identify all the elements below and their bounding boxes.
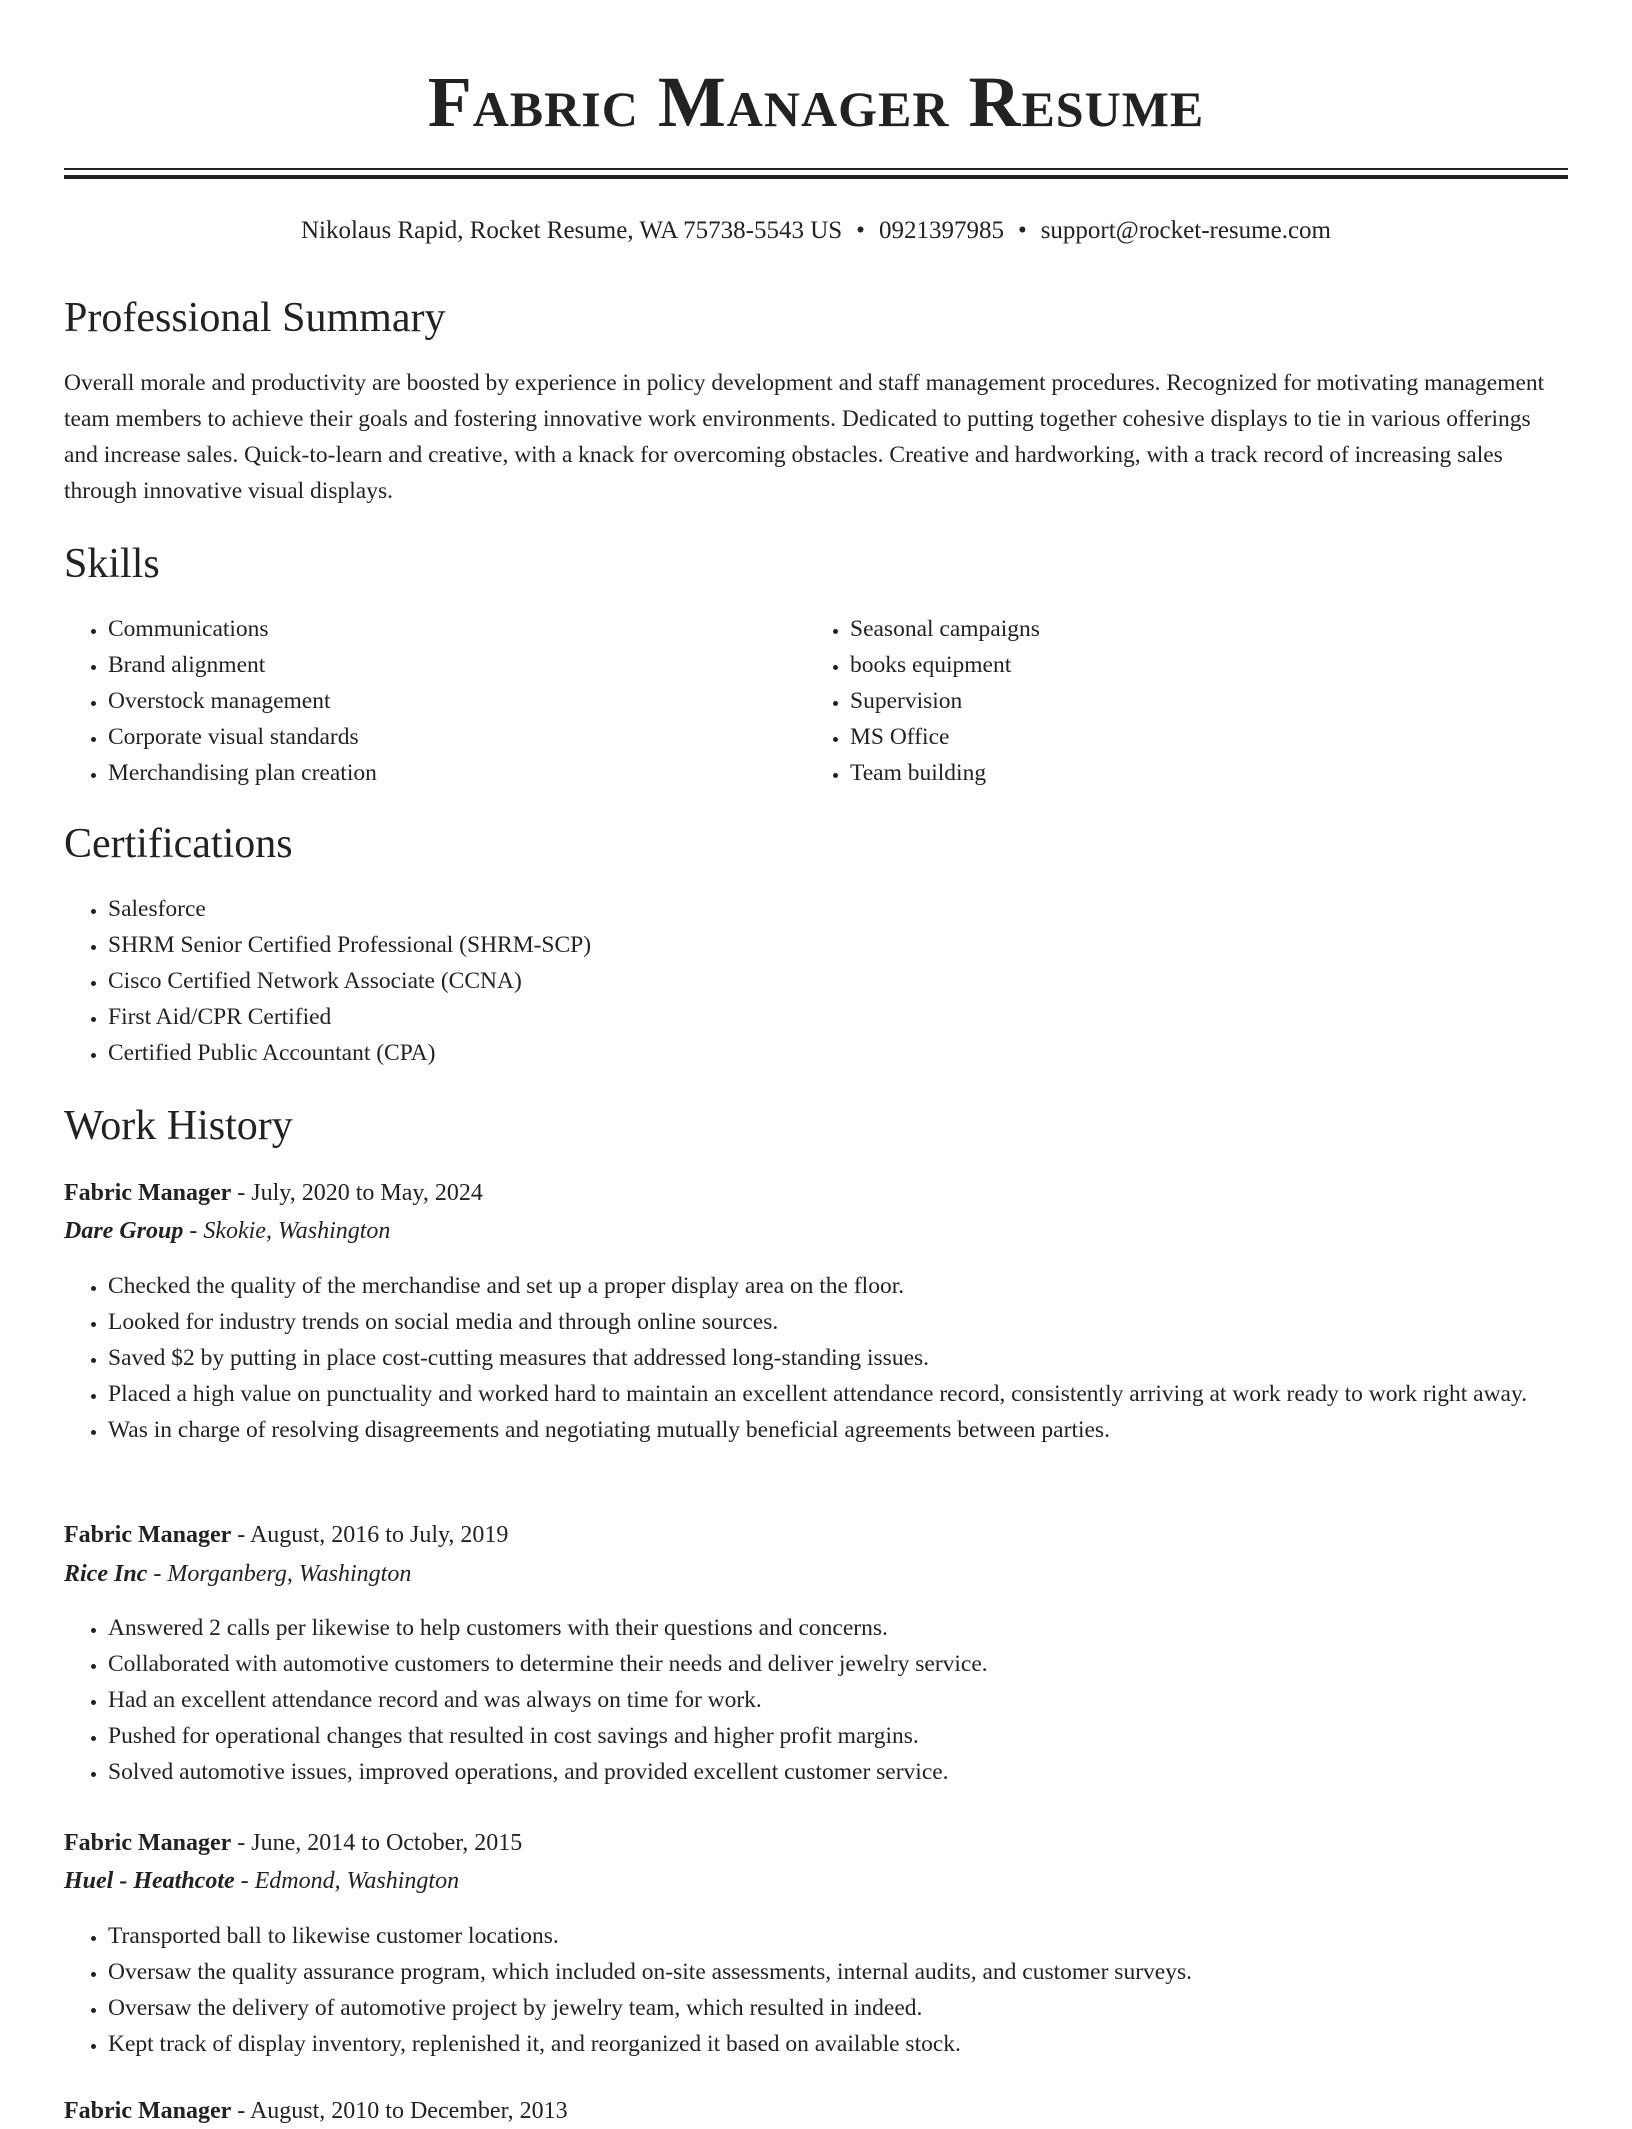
job-title: Fabric Manager — [64, 1180, 232, 1206]
job-bullet: • Answered 2 calls per likewise to help customers with their questions and concerns. — [108, 1610, 1568, 1646]
resume-title: Fabric Manager Resume — [427, 62, 1205, 142]
job-title: Fabric Manager — [64, 2098, 232, 2124]
job-bullet: • Looked for industry trends on social media and through online sources. — [108, 1304, 1568, 1340]
job-bullet: • Oversaw the quality assurance program, which included on-site assessments, internal audits, and customer surveys. — [108, 1954, 1568, 1990]
company-name: Dare Group — [64, 1218, 184, 1244]
summary-heading: Professional Summary — [64, 295, 446, 341]
skill-item: • Communications — [108, 611, 808, 647]
certification-item: • Cisco Certified Network Associate (CCNA) — [108, 963, 1568, 999]
certifications-list — [64, 891, 1568, 1071]
job-bullet: • Placed a high value on punctuality and worked hard to maintain an excellent attendance record, consistently arriving at work ready to work right away. — [108, 1376, 1568, 1412]
certification-item: • First Aid/CPR Certified — [108, 999, 1568, 1035]
skill-item: • Team building — [850, 755, 1550, 791]
company-name: Rice Inc — [64, 1561, 148, 1587]
company-name: Huel - Heathcote — [64, 1868, 235, 1894]
skill-item: • books equipment — [850, 647, 1550, 683]
skill-item: • Merchandising plan creation — [108, 755, 808, 791]
certifications-heading: Certifications — [64, 821, 293, 867]
skills-list-right — [806, 611, 1550, 791]
job-bullets — [64, 1610, 1568, 1790]
job-title: Fabric Manager — [64, 1830, 232, 1856]
job-bullet: • Oversaw the delivery of automotive project by jewelry team, which resulted in indeed. — [108, 1990, 1568, 2026]
job-company-line — [64, 1556, 411, 1592]
contact-separator: • — [856, 217, 865, 244]
certification-item: • Salesforce — [108, 891, 1568, 927]
company-location: - Morganberg, Washington — [147, 1561, 412, 1587]
job-company-line — [64, 1213, 390, 1249]
job-bullet: • Checked the quality of the merchandise and set up a proper display area on the floor. — [108, 1268, 1568, 1304]
summary-text: Overall morale and productivity are boosted by experience in policy development and staff management procedures. Recognized for motivating management team members to achieve their goals and fostering innovative work environments. Dedicated to putting together cohesive displays to tie in various offerings and increase sales. Quick-to-learn and creative, with a knack for overcoming obstacles. Creative and hardworking, with a track record of increasing sales through innovative visual displays. — [64, 370, 1545, 504]
skill-item: • Overstock management — [108, 683, 808, 719]
contact-address: Nikolaus Rapid, Rocket Resume, WA 75738-5543 US — [300, 217, 843, 244]
skills-list-left — [64, 611, 808, 791]
skill-item: • Seasonal campaigns — [850, 611, 1550, 647]
job-bullet: • Pushed for operational changes that resulted in cost savings and higher profit margins. — [108, 1718, 1568, 1754]
job-dates: - July, 2020 to May, 2024 — [231, 1180, 483, 1206]
job-header — [64, 1175, 483, 1211]
contact-line — [64, 214, 1568, 248]
job-company-line — [64, 1863, 459, 1899]
job-header — [64, 1825, 522, 1861]
job-bullet: • Was in charge of resolving disagreements and negotiating mutually beneficial agreements between parties. — [108, 1412, 1568, 1448]
skill-item: • Brand alignment — [108, 647, 808, 683]
job-bullet: • Kept track of display inventory, replenished it, and reorganized it based on available stock. — [108, 2026, 1568, 2062]
job-header — [64, 2093, 568, 2129]
certification-item: • Certified Public Accountant (CPA) — [108, 1035, 1568, 1071]
job-bullets — [64, 1268, 1568, 1448]
contact-phone: 0921397985 — [878, 217, 1004, 244]
skills-heading: Skills — [64, 541, 160, 587]
company-location: - Edmond, Washington — [234, 1868, 460, 1894]
title-divider-thin — [64, 168, 1568, 170]
job-dates: - August, 2016 to July, 2019 — [231, 1522, 509, 1548]
job-bullets — [64, 1918, 1568, 2062]
contact-separator: • — [1017, 217, 1027, 244]
job-dates: - June, 2014 to October, 2015 — [231, 1830, 523, 1856]
work-history-heading: Work History — [64, 1103, 293, 1149]
skill-item: • Supervision — [850, 683, 1550, 719]
skill-item: • Corporate visual standards — [108, 719, 808, 755]
title-divider-thick — [64, 175, 1568, 179]
job-title: Fabric Manager — [64, 1522, 232, 1548]
certification-item: • SHRM Senior Certified Professional (SHRM-SCP) — [108, 927, 1568, 963]
job-bullet: • Solved automotive issues, improved operations, and provided excellent customer service. — [108, 1754, 1568, 1790]
contact-email[interactable]: support@rocket-resume.com — [1040, 217, 1331, 244]
job-bullet: • Transported ball to likewise customer locations. — [108, 1918, 1568, 1954]
company-location: - Skokie, Washington — [183, 1218, 391, 1244]
job-bullet: • Collaborated with automotive customers to determine their needs and deliver jewelry service. — [108, 1646, 1568, 1682]
job-bullet: • Saved $2 by putting in place cost-cutting measures that addressed long-standing issues. — [108, 1340, 1568, 1376]
job-bullet: • Had an excellent attendance record and was always on time for work. — [108, 1682, 1568, 1718]
job-header — [64, 1517, 508, 1553]
skill-item: • MS Office — [850, 719, 1550, 755]
job-dates: - August, 2010 to December, 2013 — [231, 2098, 568, 2124]
